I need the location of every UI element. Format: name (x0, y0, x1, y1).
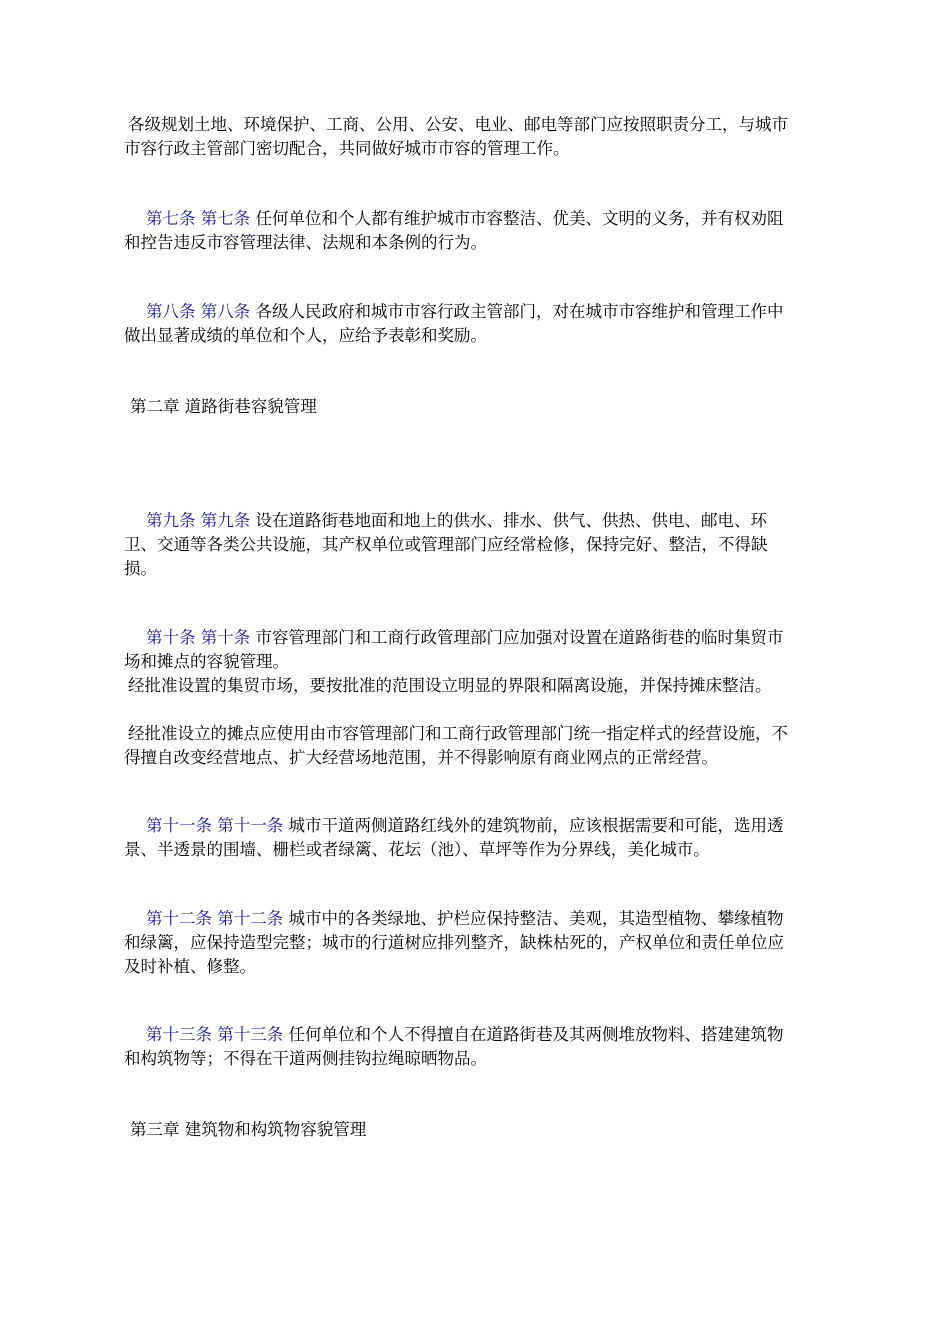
article-text: 各级人民政府和城市市容行政主管部门，对在城市市容维护和管理工作中 (255, 302, 784, 321)
text-line: 经批准设立的摊点应使用由市容管理部门和工商行政管理部门统一指定样式的经营设施，不 (128, 724, 788, 743)
article-text: 城市干道两侧道路红线外的建筑物前，应该根据需要和可能，选用透 (288, 816, 784, 835)
article-label: 第十一条 (146, 816, 212, 835)
article-8 (124, 300, 834, 348)
text-line: 经批准设置的集贸市场，要按批准的范围设立明显的界限和隔离设施，并保持摊床整洁。 (128, 676, 772, 695)
text-line (124, 300, 834, 324)
text-line: 和构筑物等；不得在干道两侧挂钩拉绳晾晒物品。 (124, 1049, 487, 1068)
article-11 (124, 814, 834, 862)
article-label: 第十三条 (217, 1025, 284, 1044)
chapter-heading: 第三章 建筑物和构筑物容貌管理 (130, 1120, 367, 1139)
text-line: 卫、交通等各类公共设施，其产权单位或管理部门应经常检修，保持完好、整洁，不得缺 (124, 535, 768, 554)
text-line: 做出显著成绩的单位和个人，应给予表彰和奖励。 (124, 326, 487, 345)
text-line: 各级规划土地、环境保护、工商、公用、公安、电业、邮电等部门应按照职责分工，与城市 (128, 115, 788, 134)
article-label: 第八条 (146, 302, 196, 321)
article-label: 第七条 (200, 209, 251, 228)
article-label: 第八条 (200, 302, 251, 321)
text-line: 景、半透景的围墙、栅栏或者绿篱、花坛（池）、草坪等作为分界线，美化城市。 (124, 840, 710, 859)
text-line (124, 626, 834, 650)
article-label: 第七条 (146, 209, 196, 228)
text-line: 和控告违反市容管理法律、法规和本条例的行为。 (124, 233, 487, 252)
article-text: 任何单位和个人都有维护城市市容整洁、优美、文明的义务，并有权劝阻 (255, 209, 784, 228)
text-line: 及时补植、修整。 (124, 957, 256, 976)
text-line: 场和摊点的容貌管理。 (124, 652, 289, 671)
article-text: 城市中的各类绿地、护栏应保持整洁、美观，其造型植物、攀缘植物 (288, 909, 784, 928)
paragraph-department-cooperation (124, 113, 834, 161)
article-label: 第十三条 (146, 1025, 212, 1044)
article-label: 第九条 (146, 511, 196, 530)
article-label: 第十一条 (217, 816, 284, 835)
text-line: 得擅自改变经营地点、扩大经营场地范围，并不得影响原有商业网点的正常经营。 (124, 748, 718, 767)
text-line (124, 509, 834, 533)
article-label: 第十二条 (217, 909, 284, 928)
article-label: 第十二条 (146, 909, 212, 928)
article-13 (124, 1023, 834, 1071)
article-7 (124, 207, 834, 255)
text-line (124, 1023, 834, 1047)
article-label: 第十条 (146, 628, 196, 647)
text-line (124, 814, 834, 838)
text-line (124, 207, 834, 231)
article-text: 市容管理部门和工商行政管理部门应加强对设置在道路街巷的临时集贸市 (255, 628, 784, 647)
article-10 (124, 626, 834, 770)
article-text: 设在道路街巷地面和地上的供水、排水、供气、供热、供电、邮电、环 (255, 511, 767, 530)
text-line: 和绿篱，应保持造型完整；城市的行道树应排列整齐，缺株枯死的，产权单位和责任单位应 (124, 933, 784, 952)
blank-line (124, 698, 834, 722)
article-9 (124, 509, 834, 581)
article-label: 第十条 (200, 628, 251, 647)
chapter-heading: 第二章 道路街巷容貌管理 (130, 397, 317, 416)
text-line (124, 907, 834, 931)
article-12 (124, 907, 834, 979)
article-text: 任何单位和个人不得擅自在道路街巷及其两侧堆放物料、搭建建筑物 (288, 1025, 784, 1044)
article-label: 第九条 (200, 511, 251, 530)
text-line: 市容行政主管部门密切配合，共同做好城市市容的管理工作。 (124, 139, 570, 158)
text-line: 损。 (124, 559, 157, 578)
